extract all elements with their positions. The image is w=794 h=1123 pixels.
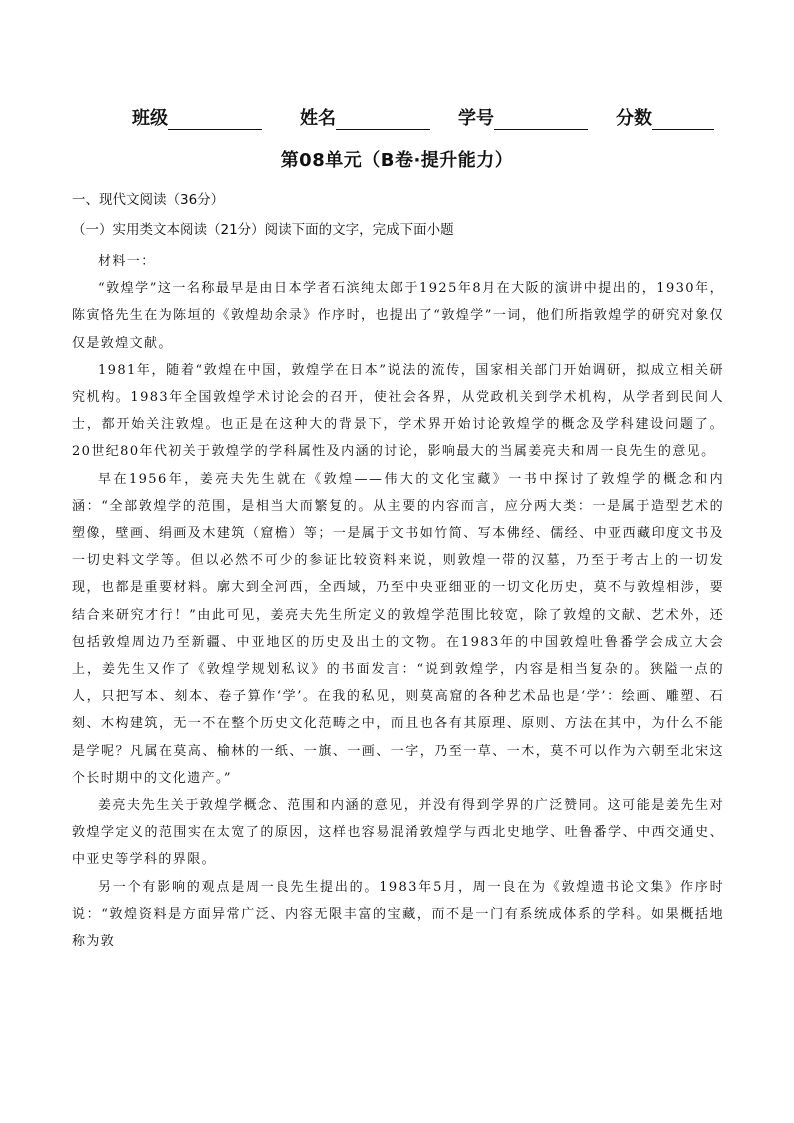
section-heading: 一、现代文阅读（36分） bbox=[72, 192, 225, 208]
paragraph-2: 1981年，随着“敦煌在中国，敦煌学在日本”说法的流传，国家相关部门开始调研，拟成立相关研究机构。1983年全国敦煌学术讨论会的召开，使社会各界，从党政机关到学术机构，从学者到民间人士，都开始关注敦煌。也正是在这种大的背景下，学术界开始讨论敦煌学的概念及学科建设问题了。20世纪80年代初关于敦煌学的学科属性及内涵的讨论，影响最大的当属姜亮夫和周一良先生的意见。 bbox=[72, 362, 724, 460]
page-title: 第08单元（B卷·提升能力） bbox=[280, 150, 514, 171]
class-blank[interactable] bbox=[168, 109, 262, 130]
paragraph-4: 姜亮夫先生关于敦煌学概念、范围和内涵的意见，并没有得到学界的广泛赞同。这可能是姜先生对敦煌学定义的范围实在太宽了的原因，这样也容易混淆敦煌学与西北史地学、吐鲁番学、中西交通史、中亚史等学科的界限。 bbox=[72, 798, 724, 868]
reading-passage bbox=[72, 248, 724, 955]
paragraph-3: 早在1956年，姜亮夫先生就在《敦煌——伟大的文化宝藏》一书中探讨了敦煌学的概念和内涵：“全部敦煌学的范围，是相当大而繁复的。从主要的内容而言，应分两大类：一是属于造型艺术的塑像，壁画、绢画及木建筑（窟檐）等；一是属于文书如竹简、写本佛经、儒经、中亚西藏印度文书及一切史料文学等。但以必然不可少的参证比较资料来说，则敦煌一带的汉墓，乃至于考古上的一切发现，也都是重要材料。廓大到全河西，全西域，乃至中央亚细亚的一切文化历史，莫不与敦煌相涉，要结合来研究才行！”由此可见，姜亮夫先生所定义的敦煌学范围比较宽，除了敦煌的文献、艺术外，还包括敦煌周边乃至新疆、中亚地区的历史及出土的文物。在1983年的中国敦煌吐鲁番学会成立大会上，姜先生又作了《敦煌学规划私议》的书面发言：“说到敦煌学，内容是相当复杂的。狭隘一点的人，只把写本、刻本、卷子算作‘学’。在我的私见，则莫高窟的各种艺术品也是‘学’：绘画、雕塑、石刻、木构建筑，无一不在整个历史文化范畴之中，而且也各有其原理、原则、方法在其中，为什么不能是学呢？凡属在莫高、榆林的一纸、一旗、一画、一字，乃至一草、一木，莫不可以作为六朝至北宋这个长时期中的文化遗产。” bbox=[72, 471, 724, 786]
material-label: 材料一： bbox=[98, 254, 156, 269]
student-id-blank[interactable] bbox=[494, 109, 588, 130]
class-label: 班级 bbox=[132, 108, 168, 129]
paragraph-5: 另一个有影响的观点是周一良先生提出的。1983年5月，周一良在为《敦煌遗书论文集》作序时说：“敦煌资料是方面异常广泛、内容无限丰富的宝藏，而不是一门有系统成体系的学科。如果概括地称为敦 bbox=[72, 879, 724, 950]
student-info-line bbox=[132, 104, 732, 130]
score-label: 分数 bbox=[616, 108, 652, 129]
name-label: 姓名 bbox=[300, 108, 336, 129]
student-id-label: 学号 bbox=[458, 108, 494, 129]
name-blank[interactable] bbox=[336, 109, 430, 130]
subsection-heading: （一）实用类文本阅读（21分）阅读下面的文字，完成下面小题 bbox=[72, 222, 454, 238]
paragraph-1: “敦煌学”这一名称最早是由日本学者石滨纯太郎于1925年8月在大阪的演讲中提出的，1930年，陈寅恪先生在为陈垣的《敦煌劫余录》作序时，也提出了“敦煌学”一词，他们所指敦煌学的研究对象仅仅是敦煌文献。 bbox=[72, 281, 724, 351]
score-blank[interactable] bbox=[652, 109, 714, 130]
